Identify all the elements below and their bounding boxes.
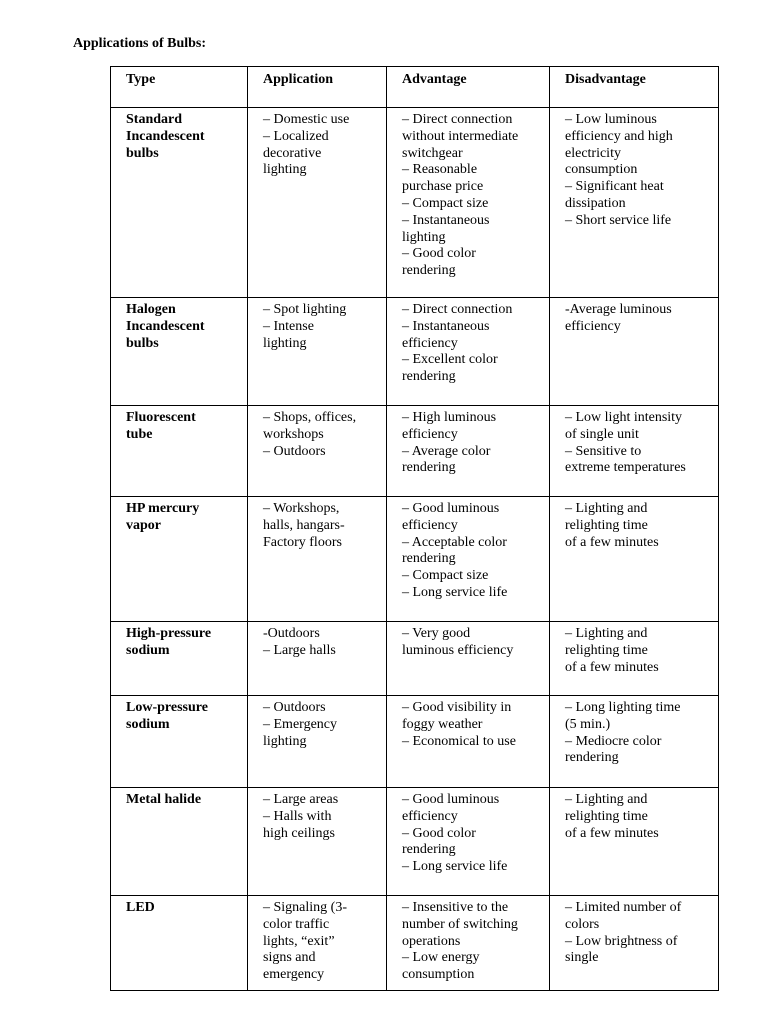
type-cell: Low-pressure sodium bbox=[111, 696, 248, 788]
application-cell: -Outdoors – Large halls bbox=[248, 622, 387, 696]
disadvantage-cell: – Long lighting time (5 min.) – Mediocre color rendering bbox=[550, 696, 719, 788]
table-row bbox=[111, 108, 719, 298]
disadvantage-cell: – Low light intensity of single unit – Sensitive to extreme temperatures bbox=[550, 406, 719, 497]
application-cell: – Workshops, halls, hangars- Factory floors bbox=[248, 497, 387, 622]
table-row bbox=[111, 696, 719, 788]
type-cell: Metal halide bbox=[111, 788, 248, 896]
table-row bbox=[111, 298, 719, 406]
advantage-cell: – Good luminous efficiency – Acceptable color rendering – Compact size – Long service life bbox=[387, 497, 550, 622]
type-cell: High-pressure sodium bbox=[111, 622, 248, 696]
application-cell: – Shops, offices, workshops – Outdoors bbox=[248, 406, 387, 497]
header-disadvantage: Disadvantage bbox=[550, 67, 719, 108]
advantage-cell: – Good visibility in foggy weather – Economical to use bbox=[387, 696, 550, 788]
table-row bbox=[111, 622, 719, 696]
type-cell: Fluorescent tube bbox=[111, 406, 248, 497]
advantage-cell: – Direct connection without intermediate switchgear – Reasonable purchase price – Compact size – Instantaneous lighting – Good color rendering bbox=[387, 108, 550, 298]
type-cell: LED bbox=[111, 896, 248, 991]
type-cell: Standard Incandescent bulbs bbox=[111, 108, 248, 298]
disadvantage-cell: – Lighting and relighting time of a few minutes bbox=[550, 497, 719, 622]
advantage-cell: – Very good luminous efficiency bbox=[387, 622, 550, 696]
type-cell: Halogen Incandescent bulbs bbox=[111, 298, 248, 406]
advantage-cell: – Good luminous efficiency – Good color rendering – Long service life bbox=[387, 788, 550, 896]
header-advantage: Advantage bbox=[387, 67, 550, 108]
advantage-cell: – High luminous efficiency – Average color rendering bbox=[387, 406, 550, 497]
disadvantage-cell: – Lighting and relighting time of a few minutes bbox=[550, 788, 719, 896]
bulb-applications-table bbox=[110, 66, 719, 991]
disadvantage-cell: -Average luminous efficiency bbox=[550, 298, 719, 406]
header-application: Application bbox=[248, 67, 387, 108]
application-cell: – Outdoors – Emergency lighting bbox=[248, 696, 387, 788]
application-cell: – Large areas – Halls with high ceilings bbox=[248, 788, 387, 896]
page-title: Applications of Bulbs: bbox=[73, 36, 207, 51]
table-row bbox=[111, 406, 719, 497]
disadvantage-cell: – Limited number of colors – Low brightness of single bbox=[550, 896, 719, 991]
disadvantage-cell: – Lighting and relighting time of a few minutes bbox=[550, 622, 719, 696]
advantage-cell: – Insensitive to the number of switching operations – Low energy consumption bbox=[387, 896, 550, 991]
application-cell: – Domestic use – Localized decorative lighting bbox=[248, 108, 387, 298]
table-row bbox=[111, 788, 719, 896]
advantage-cell: – Direct connection – Instantaneous efficiency – Excellent color rendering bbox=[387, 298, 550, 406]
table-header-row bbox=[111, 67, 719, 108]
type-cell: HP mercury vapor bbox=[111, 497, 248, 622]
table-row bbox=[111, 497, 719, 622]
application-cell: – Spot lighting – Intense lighting bbox=[248, 298, 387, 406]
disadvantage-cell: – Low luminous efficiency and high electricity consumption – Significant heat dissipation – Short service life bbox=[550, 108, 719, 298]
application-cell: – Signaling (3- color traffic lights, “exit” signs and emergency bbox=[248, 896, 387, 991]
header-type: Type bbox=[111, 67, 248, 108]
table-row bbox=[111, 896, 719, 991]
